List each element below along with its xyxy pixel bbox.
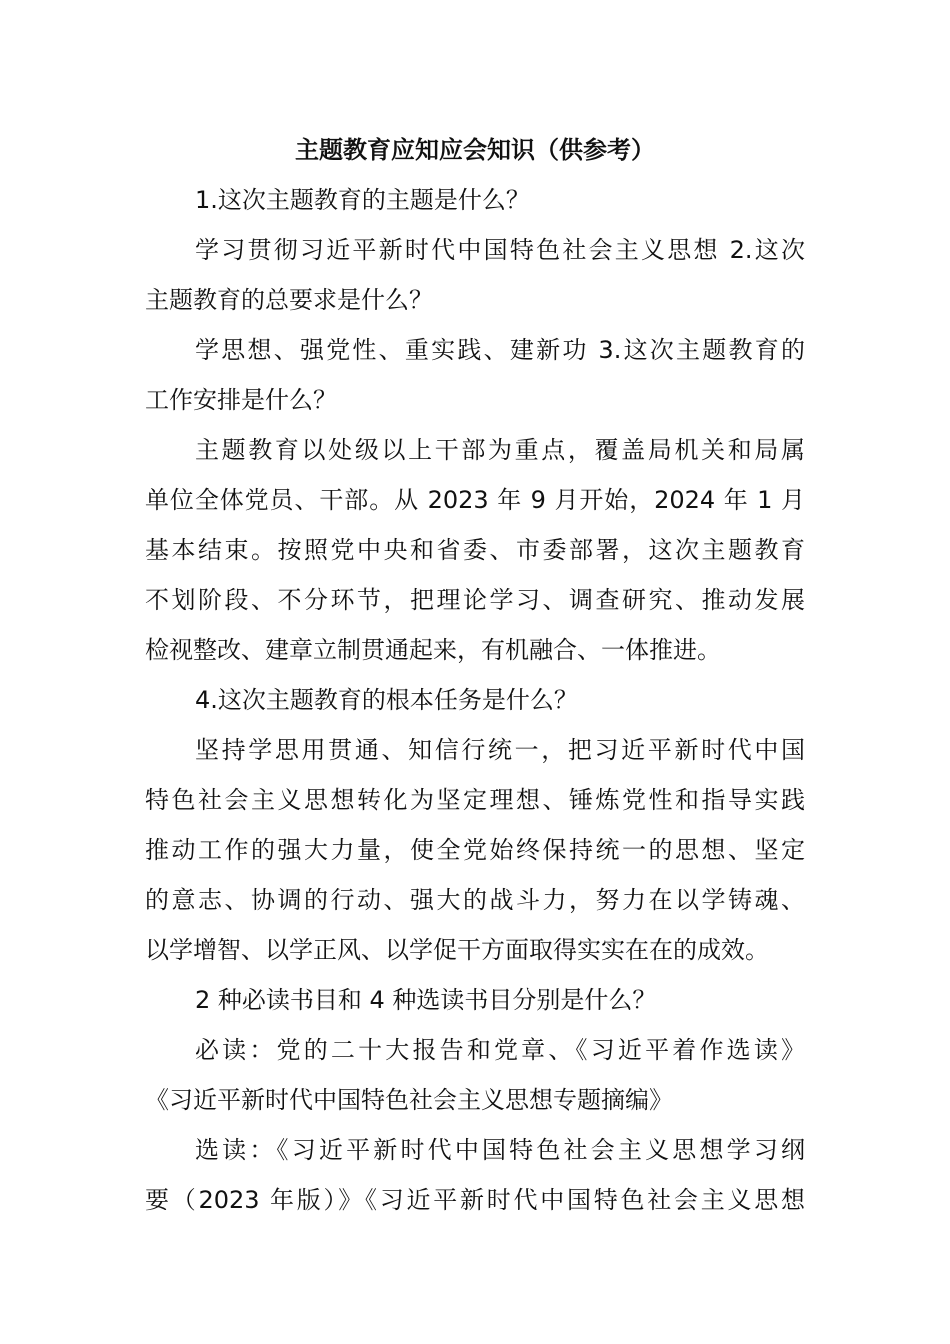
text-line: 单位全体党员、干部。从 2023 年 9 月开始，2024 年 1 月 bbox=[145, 486, 805, 514]
text-line: 2 种必读书目和 4 种选读书目分别是什么？ bbox=[195, 986, 657, 1014]
text-line: 以学增智、以学正风、以学促干方面取得实实在在的成效。 bbox=[145, 936, 769, 964]
text-line: 学习贯彻习近平新时代中国特色社会主义思想 2.这次 bbox=[195, 236, 805, 264]
text-line: 主题教育的总要求是什么？ bbox=[145, 286, 433, 314]
text-line: 必读：党的二十大报告和党章、《习近平着作选读》 bbox=[195, 1036, 805, 1064]
document-title: 主题教育应知应会知识（供参考） bbox=[295, 136, 655, 164]
text-line: 坚持学思用贯通、知信行统一，把习近平新时代中国 bbox=[195, 736, 805, 764]
text-line: 特色社会主义思想转化为坚定理想、锤炼党性和指导实践 bbox=[145, 786, 805, 814]
text-line: 要（2023 年版）》《习近平新时代中国特色社会主义思想 bbox=[145, 1186, 805, 1214]
text-line: 4.这次主题教育的根本任务是什么？ bbox=[195, 686, 578, 714]
text-line: 《习近平新时代中国特色社会主义思想专题摘编》 bbox=[145, 1086, 673, 1114]
text-line: 的意志、协调的行动、强大的战斗力，努力在以学铸魂、 bbox=[145, 886, 805, 914]
text-line: 工作安排是什么？ bbox=[145, 386, 337, 414]
text-line: 不划阶段、不分环节，把理论学习、调查研究、推动发展 bbox=[145, 586, 805, 614]
text-line: 1.这次主题教育的主题是什么？ bbox=[195, 186, 530, 214]
text-line: 选读：《习近平新时代中国特色社会主义思想学习纲 bbox=[195, 1136, 805, 1164]
text-line: 推动工作的强大力量，使全党始终保持统一的思想、坚定 bbox=[145, 836, 805, 864]
text-line: 检视整改、建章立制贯通起来，有机融合、一体推进。 bbox=[145, 636, 721, 664]
text-line: 基本结束。按照党中央和省委、市委部署，这次主题教育 bbox=[145, 536, 805, 564]
text-line: 学思想、强党性、重实践、建新功 3.这次主题教育的 bbox=[195, 336, 805, 364]
text-line: 主题教育以处级以上干部为重点，覆盖局机关和局属 bbox=[195, 436, 805, 464]
